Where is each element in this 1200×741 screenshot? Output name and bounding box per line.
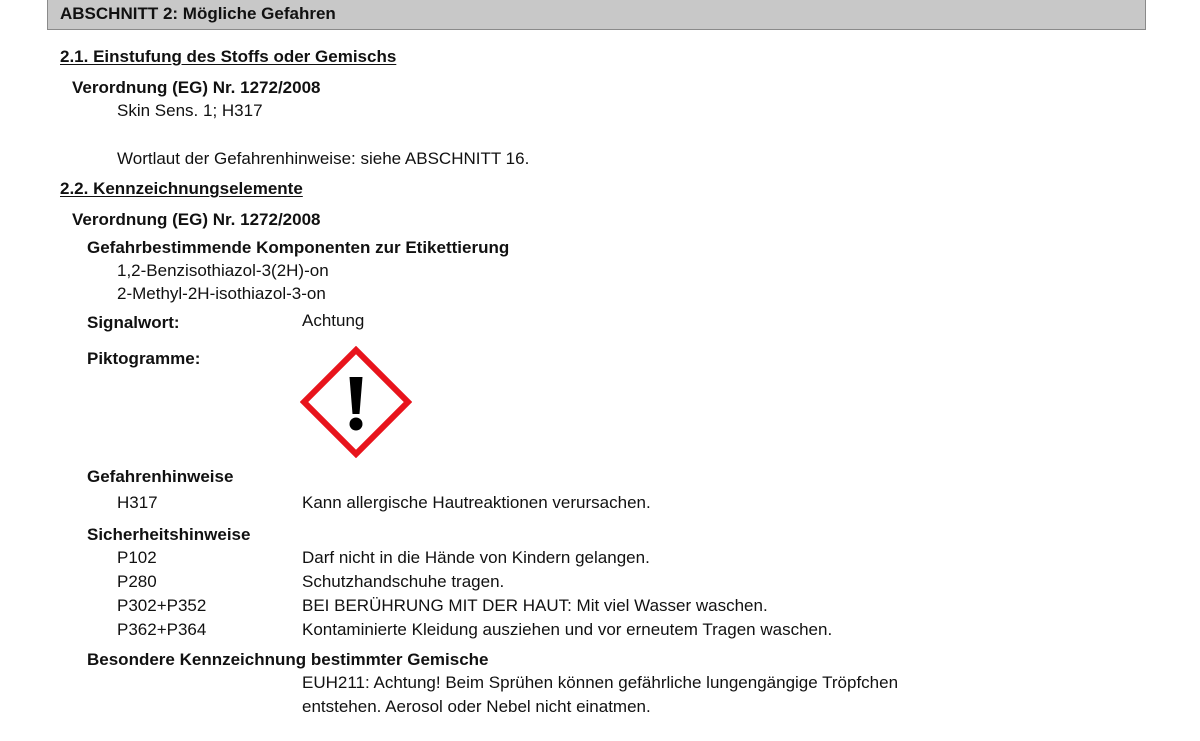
signal-word-label: Signalwort: (87, 313, 180, 332)
precaution-text: Kontaminierte Kleidung ausziehen und vor erneutem Tragen waschen. (302, 620, 833, 639)
wording-reference-text: Wortlaut der Gefahrenhinweise: siehe ABSCHNITT 16. (117, 149, 530, 168)
special-labelling-text: EUH211: Achtung! Beim Sprühen können gefährliche lungengängige Tröpfchen (302, 673, 899, 692)
regulation-label-2-2: Verordnung (EG) Nr. 1272/2008 (72, 210, 321, 229)
precaution-code: P102 (117, 548, 157, 567)
subsection-heading-2-1: 2.1. Einstufung des Stoffs oder Gemischs (60, 47, 397, 66)
hazard-text: Kann allergische Hautreaktionen verursachen. (302, 493, 651, 512)
special-labelling-text: entstehen. Aerosol oder Nebel nicht einatmen. (302, 697, 651, 716)
precaution-code: P280 (117, 572, 157, 591)
precaution-text: Darf nicht in die Hände von Kindern gelangen. (302, 548, 650, 567)
section-title: ABSCHNITT 2: Mögliche Gefahren (60, 4, 336, 23)
subsection-heading-2-2: 2.2. Kennzeichnungselemente (60, 179, 303, 198)
hazard-code: H317 (117, 493, 158, 512)
hazard-statements-heading: Gefahrenhinweise (87, 467, 234, 486)
special-labelling-heading: Besondere Kennzeichnung bestimmter Gemische (87, 650, 489, 669)
precaution-text: Schutzhandschuhe tragen. (302, 572, 505, 591)
component-item: 1,2-Benzisothiazol-3(2H)-on (117, 261, 329, 280)
precautionary-statements-heading: Sicherheitshinweise (87, 525, 251, 544)
precaution-text: BEI BERÜHRUNG MIT DER HAUT: Mit viel Wasser waschen. (302, 596, 768, 615)
signal-word-value: Achtung (302, 311, 365, 330)
section-header (47, 0, 1146, 30)
regulation-label-2-1: Verordnung (EG) Nr. 1272/2008 (72, 78, 321, 97)
ghs07-exclamation-mark-icon (300, 346, 412, 458)
component-item: 2-Methyl-2H-isothiazol-3-on (117, 284, 326, 303)
pictogram-label: Piktogramme: (87, 349, 201, 368)
classification-text: Skin Sens. 1; H317 (117, 101, 263, 120)
precaution-code: P362+P364 (117, 620, 207, 639)
components-heading: Gefahrbestimmende Komponenten zur Etikettierung (87, 238, 510, 257)
precaution-code: P302+P352 (117, 596, 207, 615)
